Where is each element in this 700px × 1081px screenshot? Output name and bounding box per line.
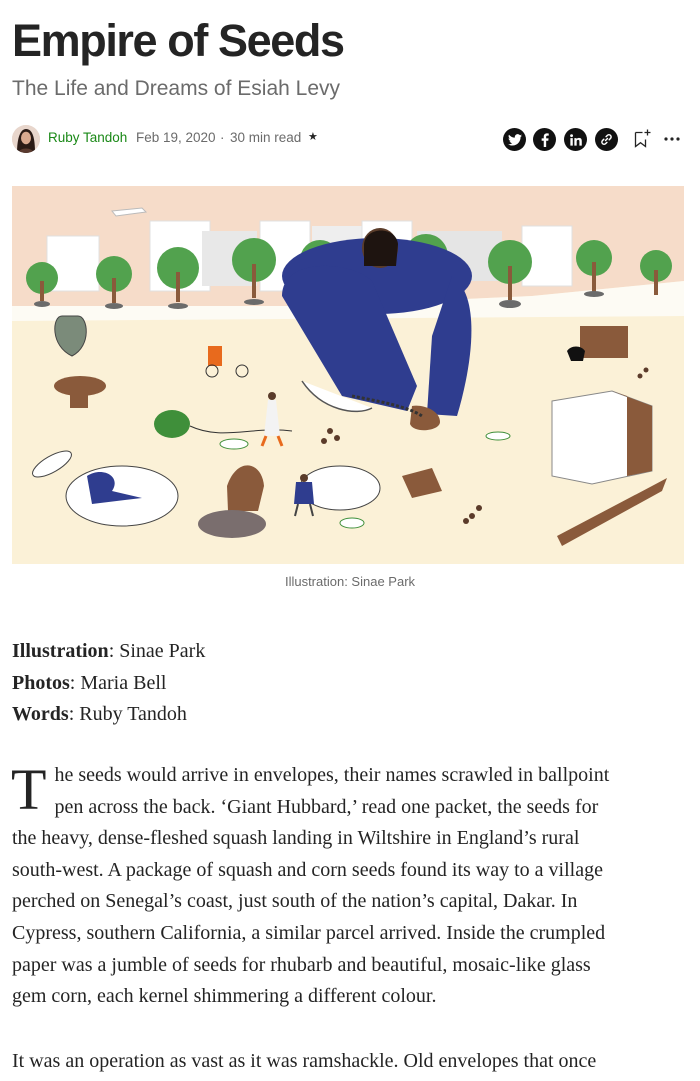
drop-cap: T — [11, 757, 47, 822]
body-paragraph — [11, 757, 692, 1013]
text-line: It was an operation as vast as it was ramshackle. Old envelopes that once — [12, 1050, 597, 1072]
facebook-share-button[interactable] — [533, 128, 556, 151]
seeds-illustration-image — [12, 186, 684, 564]
text-line: Cypress, southern California, a similar parcel arrived. Inside the crumpled — [12, 921, 606, 944]
credit-line — [12, 668, 205, 700]
bookmark-button[interactable] — [630, 127, 654, 151]
linkedin-share-button[interactable] — [564, 128, 587, 151]
bookmark-add-icon — [630, 127, 654, 151]
text-line: gem corn, each kernel shimmering a different colour. — [12, 985, 437, 1008]
linkedin-icon — [570, 134, 582, 146]
article-subtitle: The Life and Dreams of Esiah Levy — [12, 77, 341, 100]
body-paragraph — [12, 1046, 692, 1078]
text-line: paper was a jumble of seeds for rhubarb and beautiful, mosaic-like glass — [12, 953, 591, 976]
facebook-icon — [541, 133, 549, 147]
byline-separator: · — [220, 130, 225, 145]
member-star-icon: ★ — [308, 131, 318, 143]
hero-caption: Illustration: Sinae Park — [284, 574, 416, 589]
text-line: perched on Senegal’s coast, just south of the nation’s capital, Dakar. In — [12, 890, 578, 913]
article-credits — [12, 636, 205, 731]
twitter-icon — [508, 134, 522, 146]
copy-link-button[interactable] — [595, 128, 618, 151]
read-time: 30 min read — [230, 130, 302, 145]
text-line: he seeds would arrive in envelopes, their names scrawled in ballpoint — [54, 764, 610, 786]
credit-line — [12, 699, 205, 731]
more-options-button[interactable] — [660, 127, 684, 151]
text-line: pen across the back. ‘Giant Hubbard,’ read one packet, the seeds for — [54, 795, 599, 818]
link-icon — [600, 133, 613, 146]
author-name-link[interactable]: Ruby Tandoh — [48, 130, 128, 145]
text-line: the heavy, dense-fleshed squash landing in Wiltshire in England’s rural — [12, 827, 580, 850]
publish-date: Feb 19, 2020 — [136, 130, 216, 145]
credit-value: : Maria Bell — [69, 671, 167, 694]
hero-illustration[interactable] — [12, 186, 684, 564]
credit-label: Words — [12, 703, 69, 725]
article-title: Empire of Seeds — [12, 15, 344, 66]
more-icon — [660, 127, 684, 151]
credit-value: : Ruby Tandoh — [68, 703, 187, 725]
credit-line — [12, 636, 205, 668]
text-line: south-west. A package of squash and corn seeds found its way to a village — [12, 858, 603, 881]
author-avatar[interactable] — [12, 125, 40, 153]
credit-label: Photos — [12, 671, 70, 694]
credit-label: Illustration — [12, 640, 109, 662]
credit-value: : Sinae Park — [108, 640, 206, 662]
twitter-share-button[interactable] — [503, 128, 526, 151]
